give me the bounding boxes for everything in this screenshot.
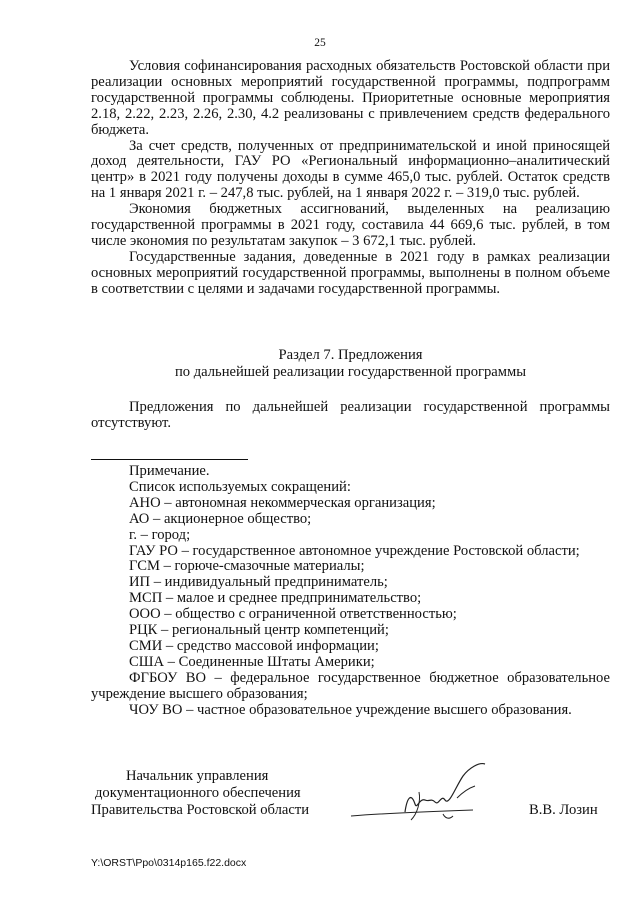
- paragraph-income: За счет средств, полученных от предпринимательской и иной приносящей доход деятельности, ГАУ РО «Региональный информационно–аналитический центр» в 2021 году получены доходы в сумме 465,0 тыс. рублей. Остаток средств на 1 января 2021 г. – 247,8 тыс. рублей, на 1 января 2022 г. – 319,0 тыс. рублей.: [91, 137, 610, 202]
- paragraph-cofinancing: Условия софинансирования расходных обязательств Ростовской области при реализации основных мероприятий государственной программы, подпрограмм государственной программы соблюдены. Приоритетные основные мероприятия 2.18, 2.22, 2.23, 2.26, 2.30, 4.2 реализованы с привлечением средств федерального бюджета.: [91, 58, 610, 138]
- footnote-divider: [91, 459, 248, 460]
- abbr-item: ФГБОУ ВО – федеральное государственное бюджетное образовательное учреждение высшего образования;: [91, 669, 610, 702]
- section-title: [91, 347, 610, 381]
- abbr-item: ГСМ – горюче-смазочные материалы;: [129, 558, 365, 575]
- abbr-item: США – Соединенные Штаты Америки;: [129, 653, 375, 670]
- abbreviations-note: [91, 464, 610, 719]
- abbr-item: г. – город;: [129, 526, 191, 543]
- paragraph-state-tasks: Государственные задания, доведенные в 2021 году в рамках реализации основных мероприятий государственной программы, выполнены в полном объеме в соответствии с целями и задачами государственной программы.: [91, 248, 610, 297]
- body-text: [91, 59, 610, 298]
- abbr-item: РЦК – региональный центр компетенций;: [129, 622, 389, 639]
- abbr-item: ИП – индивидуальный предприниматель;: [129, 574, 388, 591]
- section-title-line1: Раздел 7. Предложения: [278, 347, 423, 363]
- section-body: [91, 400, 610, 432]
- abbr-item: ООО – общество с ограниченной ответственностью;: [129, 606, 457, 623]
- signatory-title-line3: Правительства Ростовской области: [91, 802, 310, 818]
- handwritten-signature: [345, 758, 505, 824]
- paragraph-savings: Экономия бюджетных ассигнований, выделенных на реализацию государственной программы в 2021 году, составила 44 669,6 тыс. рублей, в том числе экономия по результатам закупок – 3 672,1 тыс. рублей.: [91, 201, 610, 249]
- file-path: Y:\ORST\Ppo\0314p165.f22.docx: [91, 857, 247, 869]
- abbr-item: ГАУ РО – государственное автономное учреждение Ростовской области;: [129, 542, 580, 559]
- abbr-item: СМИ – средство массовой информации;: [129, 637, 379, 654]
- section-title-line2: по дальнейшей реализации государственной программы: [174, 364, 527, 380]
- abbr-item: АО – акционерное общество;: [129, 510, 312, 527]
- note-list-title: Список используемых сокращений:: [129, 478, 351, 495]
- signatory-title-line1: Начальник управления: [126, 768, 269, 784]
- abbr-item: МСП – малое и среднее предпринимательство;: [129, 590, 422, 607]
- note-title: Примечание.: [129, 463, 210, 479]
- abbr-item: АНО – автономная некоммерческая организация;: [129, 494, 436, 511]
- abbr-item: ЧОУ ВО – частное образовательное учреждение высшего образования.: [129, 701, 572, 718]
- signatory-name: В.В. Лозин: [529, 802, 598, 818]
- section-body-text: Предложения по дальнейшей реализации государственной программы отсутствуют.: [91, 399, 610, 431]
- page-number: 25: [314, 37, 326, 49]
- signatory-title-line2: документационного обеспечения: [95, 785, 301, 801]
